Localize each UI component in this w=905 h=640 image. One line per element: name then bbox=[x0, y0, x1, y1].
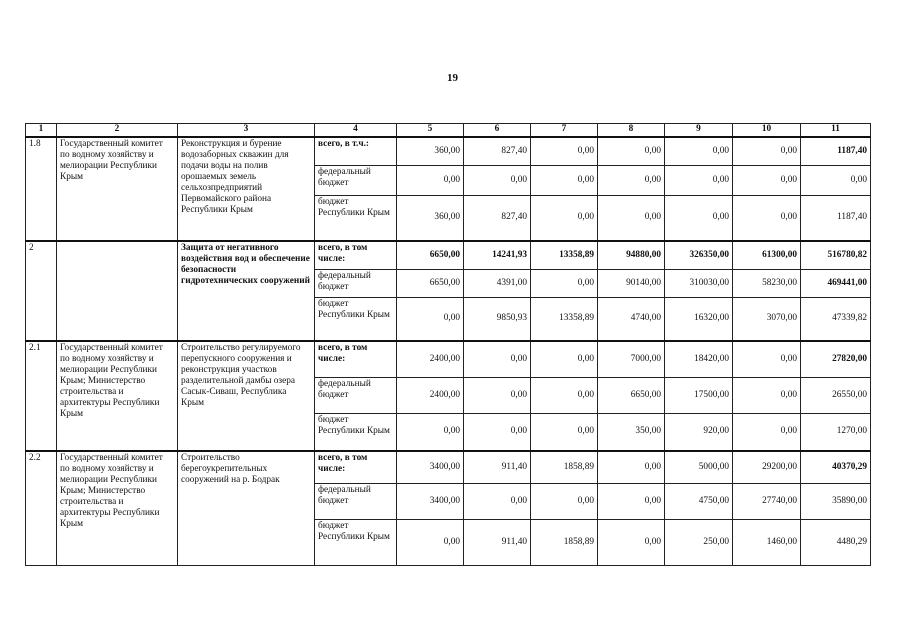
value-cell: 6650,00 bbox=[397, 269, 464, 297]
item-number: 2 bbox=[26, 241, 57, 341]
value-cell: 4750,00 bbox=[665, 483, 733, 519]
value-cell: 13358,89 bbox=[531, 297, 598, 341]
value-cell: 0,00 bbox=[464, 483, 531, 519]
item-number: 2.1 bbox=[26, 341, 57, 451]
column-header: 5 bbox=[397, 124, 464, 138]
responsible-agency: Государственный комитет по водному хозяйству и мелиорации Республики Крым; Министерство строительства и архитектуры Республики Крым bbox=[57, 451, 178, 565]
responsible-agency: Государственный комитет по водному хозяйству и мелиорации Республики Крым; Министерство строительства и архитектуры Республики Крым bbox=[57, 341, 178, 451]
value-cell: 4740,00 bbox=[598, 297, 665, 341]
value-cell: 0,00 bbox=[598, 165, 665, 195]
value-cell: 911,40 bbox=[464, 519, 531, 565]
page-number: 19 bbox=[447, 72, 458, 84]
value-cell: 310030,00 bbox=[665, 269, 733, 297]
funding-source-label: всего, в том числе: bbox=[315, 341, 397, 377]
table-row bbox=[26, 137, 871, 165]
value-cell: 0,00 bbox=[598, 451, 665, 483]
column-header: 7 bbox=[531, 124, 598, 138]
table-row bbox=[26, 341, 871, 377]
value-cell: 326350,00 bbox=[665, 241, 733, 269]
value-cell: 58230,00 bbox=[733, 269, 801, 297]
value-cell: 0,00 bbox=[733, 413, 801, 451]
value-cell: 29200,00 bbox=[733, 451, 801, 483]
value-cell: 17500,00 bbox=[665, 377, 733, 413]
value-cell: 4391,00 bbox=[464, 269, 531, 297]
value-cell: 0,00 bbox=[598, 137, 665, 165]
responsible-agency bbox=[57, 241, 178, 341]
value-cell: 0,00 bbox=[531, 341, 598, 377]
value-cell: 0,00 bbox=[598, 483, 665, 519]
value-cell: 2400,00 bbox=[397, 341, 464, 377]
value-cell: 14241,93 bbox=[464, 241, 531, 269]
value-cell: 2400,00 bbox=[397, 377, 464, 413]
value-cell: 0,00 bbox=[397, 413, 464, 451]
value-cell: 9850,93 bbox=[464, 297, 531, 341]
value-cell: 7000,00 bbox=[598, 341, 665, 377]
total-value-cell: 35890,00 bbox=[801, 483, 871, 519]
funding-source-label: всего, в том числе: bbox=[315, 241, 397, 269]
value-cell: 0,00 bbox=[665, 137, 733, 165]
value-cell: 5000,00 bbox=[665, 451, 733, 483]
value-cell: 0,00 bbox=[733, 377, 801, 413]
value-cell: 0,00 bbox=[733, 137, 801, 165]
value-cell: 0,00 bbox=[397, 165, 464, 195]
item-number: 1.8 bbox=[26, 137, 57, 241]
column-header: 11 bbox=[801, 124, 871, 138]
funding-source-label: бюджет Республики Крым bbox=[315, 297, 397, 341]
value-cell: 3400,00 bbox=[397, 483, 464, 519]
column-header: 4 bbox=[315, 124, 397, 138]
value-cell: 0,00 bbox=[531, 483, 598, 519]
total-value-cell: 1187,40 bbox=[801, 137, 871, 165]
value-cell: 0,00 bbox=[531, 195, 598, 241]
total-value-cell: 27820,00 bbox=[801, 341, 871, 377]
value-cell: 0,00 bbox=[464, 165, 531, 195]
funding-source-label: бюджет Республики Крым bbox=[315, 413, 397, 451]
total-value-cell: 0,00 bbox=[801, 165, 871, 195]
responsible-agency: Государственный комитет по водному хозяйству и мелиорации Республики Крым bbox=[57, 137, 178, 241]
activity-description: Защита от негативного воздействия вод и обеспечение безопасности гидротехнических сооружений bbox=[178, 241, 315, 341]
header-row bbox=[26, 124, 871, 138]
funding-source-label: федеральный бюджет bbox=[315, 377, 397, 413]
value-cell: 0,00 bbox=[598, 195, 665, 241]
value-cell: 0,00 bbox=[531, 269, 598, 297]
value-cell: 6650,00 bbox=[397, 241, 464, 269]
value-cell: 0,00 bbox=[733, 341, 801, 377]
table-row bbox=[26, 241, 871, 269]
value-cell: 0,00 bbox=[531, 165, 598, 195]
value-cell: 350,00 bbox=[598, 413, 665, 451]
item-number: 2.2 bbox=[26, 451, 57, 565]
value-cell: 3070,00 bbox=[733, 297, 801, 341]
value-cell: 920,00 bbox=[665, 413, 733, 451]
value-cell: 0,00 bbox=[531, 413, 598, 451]
value-cell: 0,00 bbox=[531, 137, 598, 165]
column-header: 1 bbox=[26, 124, 57, 138]
column-header: 2 bbox=[57, 124, 178, 138]
value-cell: 0,00 bbox=[397, 297, 464, 341]
funding-source-label: бюджет Республики Крым bbox=[315, 519, 397, 565]
value-cell: 0,00 bbox=[598, 519, 665, 565]
funding-source-label: федеральный бюджет bbox=[315, 165, 397, 195]
value-cell: 360,00 bbox=[397, 137, 464, 165]
total-value-cell: 1270,00 bbox=[801, 413, 871, 451]
value-cell: 0,00 bbox=[464, 377, 531, 413]
total-value-cell: 4480,29 bbox=[801, 519, 871, 565]
column-header: 6 bbox=[464, 124, 531, 138]
value-cell: 0,00 bbox=[665, 195, 733, 241]
value-cell: 0,00 bbox=[397, 519, 464, 565]
value-cell: 18420,00 bbox=[665, 341, 733, 377]
column-header: 3 bbox=[178, 124, 315, 138]
value-cell: 0,00 bbox=[531, 377, 598, 413]
funding-source-label: федеральный бюджет bbox=[315, 483, 397, 519]
table-body bbox=[26, 124, 871, 566]
value-cell: 6650,00 bbox=[598, 377, 665, 413]
activity-description: Реконструкция и бурение водозаборных скважин для подачи воды на полив орошаемых земель сельхозпредприятий Первомайского района Республики Крым bbox=[178, 137, 315, 241]
funding-source-label: бюджет Республики Крым bbox=[315, 195, 397, 241]
total-value-cell: 469441,00 bbox=[801, 269, 871, 297]
value-cell: 27740,00 bbox=[733, 483, 801, 519]
total-value-cell: 47339,82 bbox=[801, 297, 871, 341]
value-cell: 3400,00 bbox=[397, 451, 464, 483]
funding-source-label: федеральный бюджет bbox=[315, 269, 397, 297]
total-value-cell: 516780,82 bbox=[801, 241, 871, 269]
value-cell: 16320,00 bbox=[665, 297, 733, 341]
column-header: 8 bbox=[598, 124, 665, 138]
column-header: 10 bbox=[733, 124, 801, 138]
value-cell: 827,40 bbox=[464, 195, 531, 241]
value-cell: 0,00 bbox=[464, 341, 531, 377]
value-cell: 1460,00 bbox=[733, 519, 801, 565]
value-cell: 1858,89 bbox=[531, 519, 598, 565]
value-cell: 90140,00 bbox=[598, 269, 665, 297]
table-row bbox=[26, 451, 871, 483]
value-cell: 360,00 bbox=[397, 195, 464, 241]
activity-description: Строительство регулируемого перепускного сооружения и реконструкция участков разделительной дамбы озера Сасык-Сиваш, Республика Крым bbox=[178, 341, 315, 451]
value-cell: 250,00 bbox=[665, 519, 733, 565]
value-cell: 827,40 bbox=[464, 137, 531, 165]
value-cell: 94880,00 bbox=[598, 241, 665, 269]
total-value-cell: 26550,00 bbox=[801, 377, 871, 413]
total-value-cell: 40370,29 bbox=[801, 451, 871, 483]
value-cell: 13358,89 bbox=[531, 241, 598, 269]
value-cell: 0,00 bbox=[665, 165, 733, 195]
total-value-cell: 1187,40 bbox=[801, 195, 871, 241]
value-cell: 911,40 bbox=[464, 451, 531, 483]
budget-table bbox=[25, 123, 871, 566]
column-header: 9 bbox=[665, 124, 733, 138]
funding-source-label: всего, в т.ч.: bbox=[315, 137, 397, 165]
funding-source-label: всего, в том числе: bbox=[315, 451, 397, 483]
value-cell: 1858,89 bbox=[531, 451, 598, 483]
value-cell: 0,00 bbox=[464, 413, 531, 451]
activity-description: Строительство берегоукрепительных сооружений на р. Бодрак bbox=[178, 451, 315, 565]
value-cell: 61300,00 bbox=[733, 241, 801, 269]
value-cell: 0,00 bbox=[733, 165, 801, 195]
value-cell: 0,00 bbox=[733, 195, 801, 241]
